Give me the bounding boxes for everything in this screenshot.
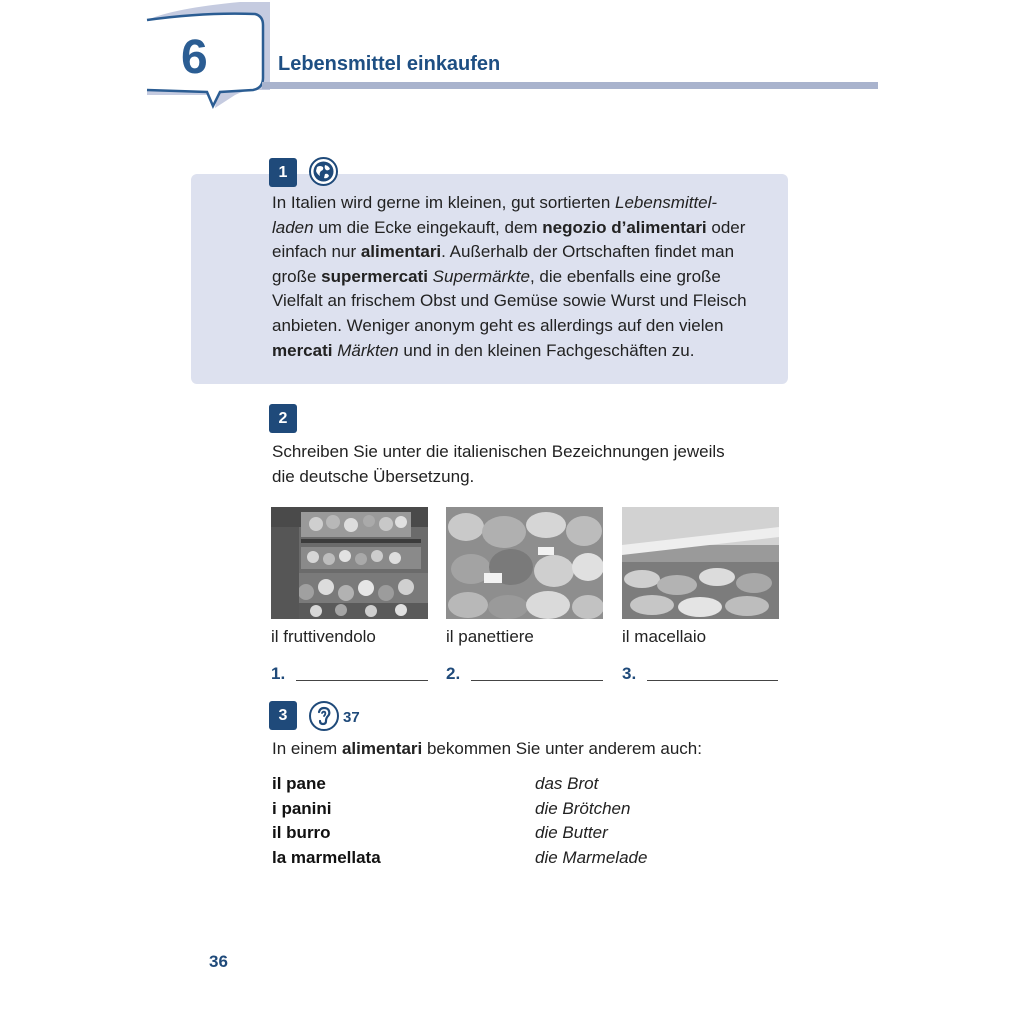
vocab-german: die Marmelade (535, 847, 648, 867)
text-run: oder (706, 217, 746, 237)
vocab-german: die Brötchen (535, 798, 631, 818)
instruction-line-2: die deutsche Übersetzung. (272, 466, 475, 486)
vocab-german: das Brot (535, 774, 599, 793)
bold-term: supermercati (321, 266, 428, 286)
italic-term: Supermärkte (432, 266, 530, 286)
text-run: Vielfalt an frischem Obst und Gemüse sowie Wurst und Fleisch (272, 291, 747, 311)
vocab-row (272, 774, 772, 799)
vocab-italian: i panini (272, 798, 332, 818)
caption-panettiere: il panettiere (446, 627, 534, 646)
answer-line-2[interactable] (471, 680, 603, 681)
intro-prefix: In einem (272, 739, 342, 758)
exercise-2-badge: 2 (269, 404, 297, 433)
caption-fruttivendolo: il fruttivendolo (271, 627, 376, 646)
text-run: anbieten. Weniger anonym geht es allerdings auf den vielen (272, 315, 724, 335)
chapter-number: 6 (181, 31, 208, 84)
intro-suffix: bekommen Sie unter anderem auch: (422, 739, 702, 758)
vocab-italian: il burro (272, 823, 331, 843)
chapter-title: Lebensmittel einkaufen (278, 53, 501, 75)
page-number: 36 (209, 952, 228, 971)
answer-line-3[interactable] (647, 680, 778, 681)
answer-line-1[interactable] (296, 680, 428, 681)
text-run: . Außerhalb der Ortschaften findet man (441, 242, 735, 262)
italic-term: laden (272, 217, 314, 237)
photo-fruttivendolo (271, 507, 428, 619)
bold-term: alimentari (360, 242, 442, 262)
exercise-3-badge: 3 (269, 701, 297, 730)
globe-icon (309, 157, 338, 186)
vocab-italian: il pane (272, 774, 326, 793)
text-run: große (272, 266, 322, 286)
instruction-line-1: Schreiben Sie unter die italienischen Bezeichnungen jeweils (272, 442, 725, 461)
text-run: und in den kleinen Fachgeschäften zu. (398, 340, 695, 360)
vocab-row (272, 799, 772, 824)
photo-panettiere (446, 507, 603, 619)
vocab-italian: la marmellata (272, 847, 381, 867)
vocab-german: die Butter (535, 823, 608, 843)
vocab-row (272, 848, 772, 873)
exercise-1-text (272, 191, 777, 363)
italic-term: Märkten (337, 340, 399, 360)
bold-term: negozio d’alimentari (542, 217, 707, 237)
text-run: um die Ecke eingekauft, dem (313, 217, 543, 237)
exercise-1-badge: 1 (269, 158, 297, 187)
caption-macellaio: il macellaio (622, 627, 707, 646)
vocab-row (272, 823, 772, 848)
photo-macellaio (622, 507, 779, 619)
blank-3-label: 3. (622, 664, 637, 683)
vocab-table (272, 774, 772, 872)
text-run: , die ebenfalls eine große (529, 266, 721, 286)
exercise-2-instruction (272, 440, 792, 489)
bold-term: mercati (272, 340, 333, 360)
blank-1-label: 1. (271, 664, 286, 683)
ear-audio-icon (309, 701, 339, 731)
blank-2-label: 2. (446, 664, 461, 683)
exercise-3-intro (272, 737, 792, 762)
intro-bold: alimentari (341, 739, 423, 758)
header-rule (262, 82, 878, 89)
audio-track-number: 37 (343, 709, 360, 726)
text-run: In Italien wird gerne im kleinen, gut sortierten (272, 193, 616, 212)
italic-term: Lebensmittel- (615, 193, 718, 212)
text-run: einfach nur (272, 242, 361, 262)
